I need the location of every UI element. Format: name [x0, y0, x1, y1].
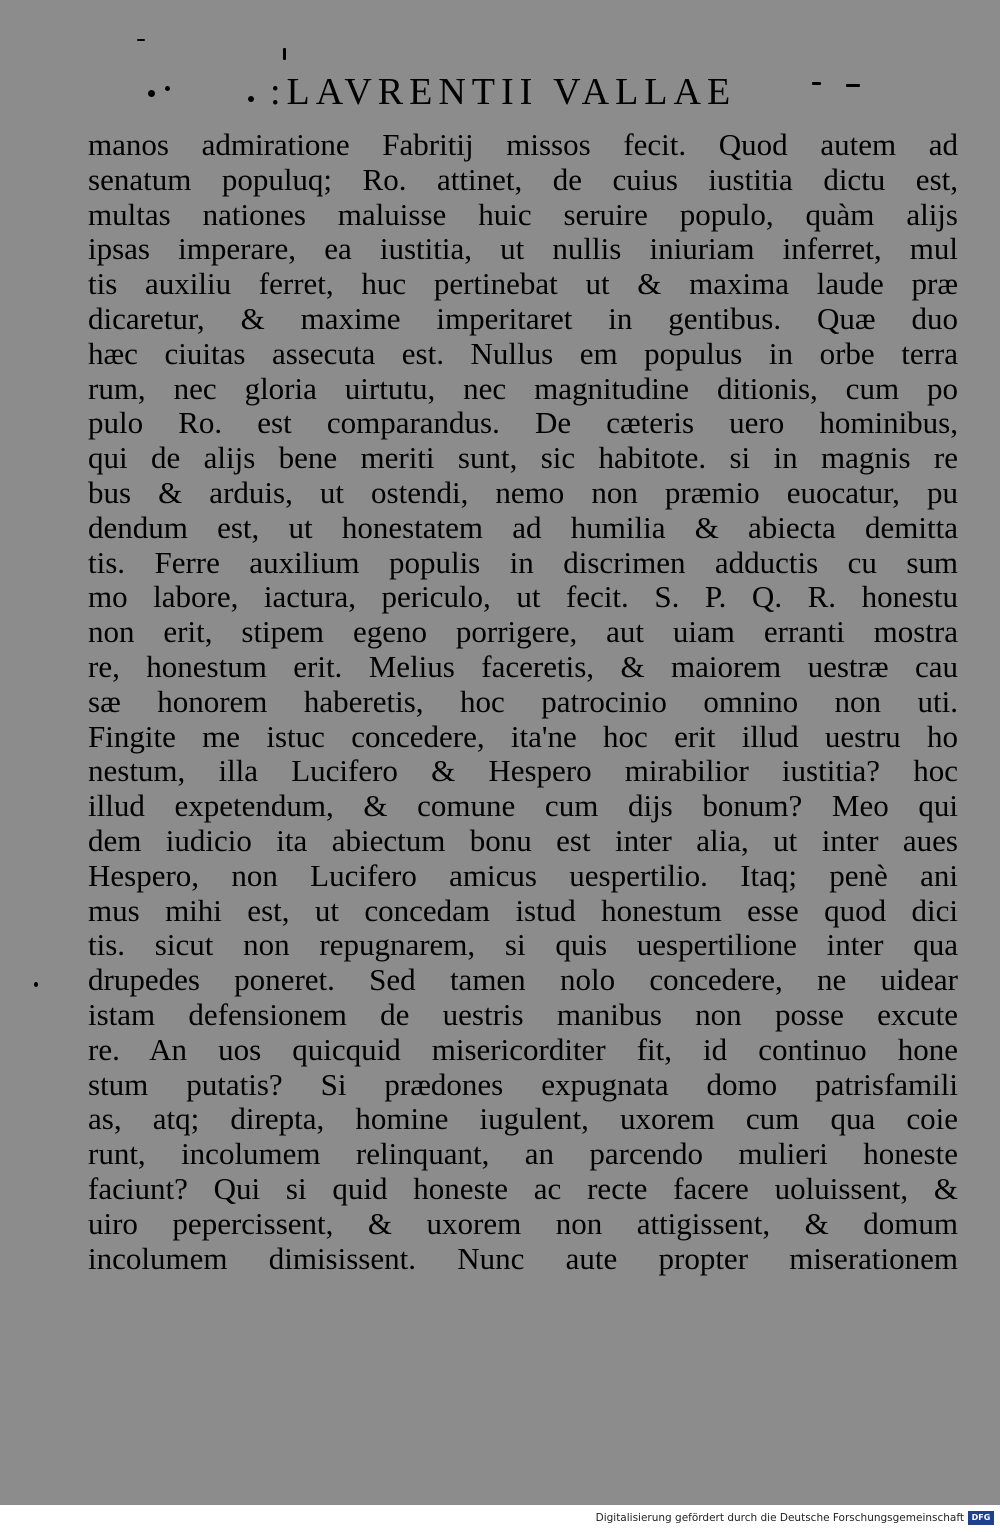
text-line: faciunt? Qui si quid honeste ac recte facere uoluissent, & — [88, 1171, 958, 1206]
text-line: sæ honorem haberetis, hoc patrocinio omnino non uti. — [88, 684, 958, 719]
text-line: re, honestum erit. Melius faceretis, & maiorem uestræ cau — [88, 649, 958, 684]
text-line: ipsas imperare, ea iustitia, ut nullis iniuriam inferret, mul — [88, 232, 958, 267]
text-line: drupedes poneret. Sed tamen nolo concedere, ne uidear — [88, 963, 958, 998]
text-line: hæc ciuitas assecuta est. Nullus em populus in orbe terra — [88, 336, 958, 371]
text-line: re. An uos quicquid misericorditer fit, id continuo hone — [88, 1032, 958, 1067]
text-line: runt, incolumem relinquant, an parcendo mulieri honeste — [88, 1137, 958, 1172]
ink-speck — [148, 90, 155, 97]
text-line: dendum est, ut honestatem ad humilia & abiecta demitta — [88, 510, 958, 545]
running-header — [0, 68, 1000, 118]
text-line: qui de alijs bene meriti sunt, sic habitote. si in magnis re — [88, 441, 958, 476]
ink-speck — [34, 982, 38, 987]
text-line: mus mihi est, ut concedam istud honestum esse quod dici — [88, 893, 958, 928]
text-line: istam defensionem de uestris manibus non posse excute — [88, 997, 958, 1032]
text-line: manos admiratione Fabritij missos fecit. Quod autem ad — [88, 128, 958, 162]
page-header-title: :LAVRENTII VALLAE — [270, 71, 737, 113]
text-line: senatum populuq; Ro. attinet, de cuius iustitia dictu est, — [88, 162, 958, 197]
text-line: non erit, stipem egeno porrigere, aut uiam erranti mostra — [88, 615, 958, 650]
text-line: mo labore, iactura, periculo, ut fecit. S. P. Q. R. honestu — [88, 580, 958, 615]
ink-speck — [283, 48, 286, 60]
footer-bar — [0, 1505, 1000, 1532]
text-line: nestum, illa Lucifero & Hespero mirabilior iustitia? hoc — [88, 754, 958, 789]
text-line: rum, nec gloria uirtutu, nec magnitudine ditionis, cum po — [88, 371, 958, 406]
text-line: stum putatis? Si prædones expugnata domo patrisfamili — [88, 1067, 958, 1102]
text-line: tis. sicut non repugnarem, si quis uespertilione inter qua — [88, 928, 958, 963]
text-line: uiro pepercissent, & uxorem non attigissent, & domum — [88, 1206, 958, 1241]
dfg-logo: DFG — [968, 1511, 994, 1525]
text-line: pulo Ro. est comparandus. De cæteris uero hominibus, — [88, 406, 958, 441]
ink-speck — [137, 39, 145, 41]
text-line: incolumem dimisissent. Nunc aute propter miserationem — [88, 1241, 958, 1276]
ink-speck — [846, 84, 860, 87]
text-line: Hespero, non Lucifero amicus uespertilio. Itaq; penè ani — [88, 858, 958, 893]
funding-credit: Digitalisierung gefördert durch die Deutsche Forschungsgemeinschaft — [595, 1512, 964, 1524]
ink-speck — [812, 82, 821, 85]
text-line: tis auxiliu ferret, huc pertinebat ut & maxima laude præ — [88, 267, 958, 302]
text-line: dem iudicio ita abiectum bonu est inter alia, ut inter aues — [88, 823, 958, 858]
body-text — [88, 128, 958, 1276]
text-line: illud expetendum, & comune cum dijs bonum? Meo qui — [88, 789, 958, 824]
text-line: tis. Ferre auxilium populis in discrimen adductis cu sum — [88, 545, 958, 580]
ink-speck — [248, 96, 254, 102]
text-line: multas nationes maluisse huic seruire populo, quàm alijs — [88, 197, 958, 232]
ink-speck — [165, 86, 170, 91]
text-line: dicaretur, & maxime imperitaret in gentibus. Quæ duo — [88, 301, 958, 336]
text-line: bus & arduis, ut ostendi, nemo non præmio euocatur, pu — [88, 475, 958, 510]
text-line: as, atq; direpta, homine iugulent, uxorem cum qua coie — [88, 1102, 958, 1137]
text-line: Fingite me istuc concedere, ita'ne hoc erit illud uestru ho — [88, 719, 958, 754]
